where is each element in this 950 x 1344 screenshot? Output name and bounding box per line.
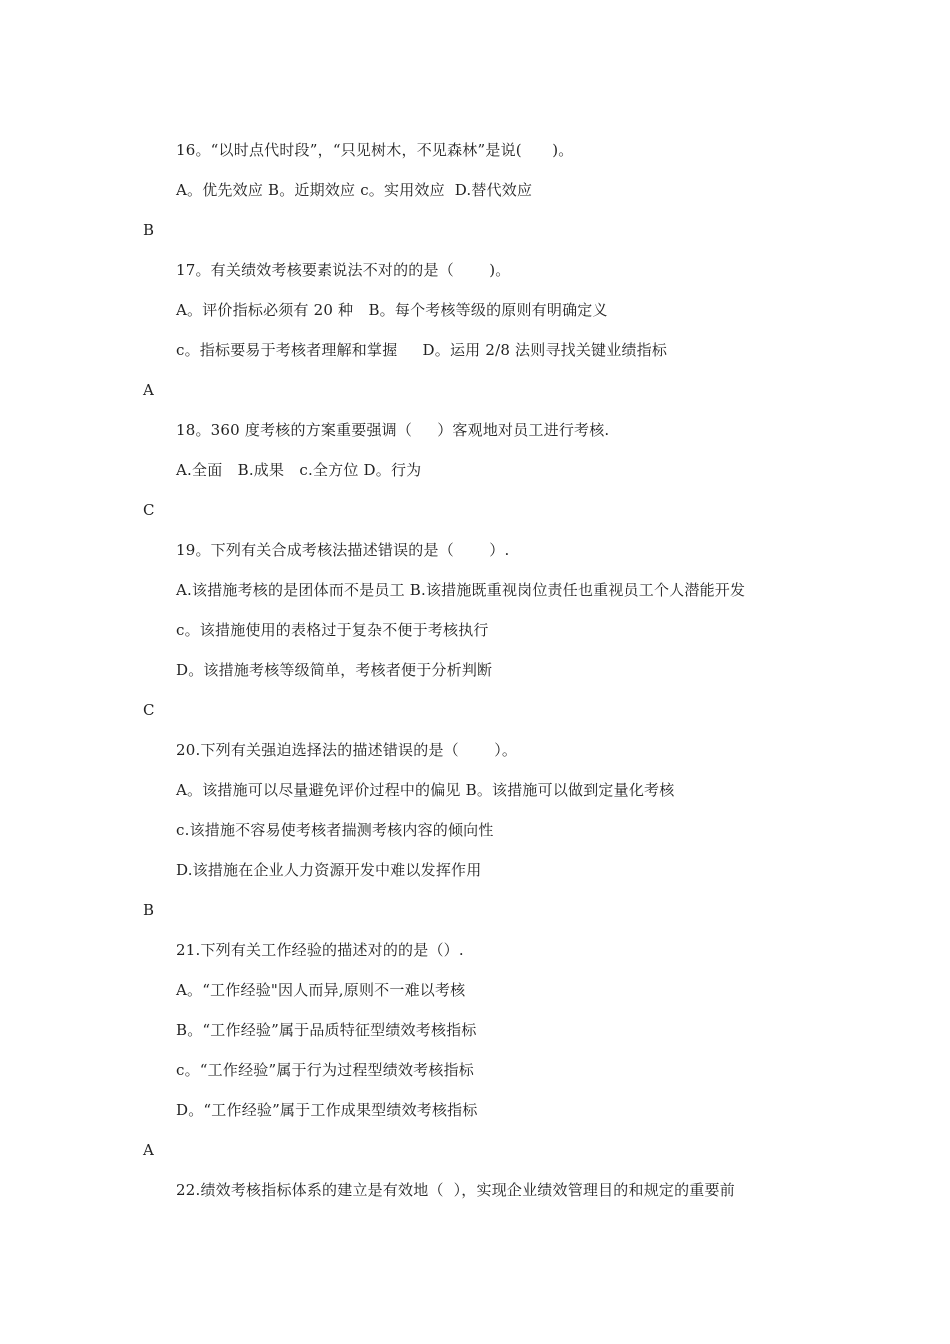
- question-20-options-ab: A。该措施可以尽量避免评价过程中的偏见 B。该措施可以做到定量化考核: [176, 781, 675, 799]
- question-18-answer: C: [143, 501, 155, 519]
- question-19-answer: C: [143, 701, 155, 719]
- question-19-options-ab: A.该措施考核的是团体而不是员工 B.该措施既重视岗位责任也重视员工个人潜能开发: [176, 581, 746, 599]
- question-19-option-c: c。该措施使用的表格过于复杂不便于考核执行: [176, 621, 489, 639]
- question-18-options: A.全面 B.成果 c.全方位 D。行为: [176, 461, 422, 479]
- question-21-answer: A: [143, 1141, 155, 1159]
- question-16-stem: 16。“以时点代时段”，“只见树木，不见森林”是说( )。: [176, 141, 574, 159]
- question-20-stem: 20.下列有关强迫选择法的描述错误的是（ ）。: [176, 741, 518, 759]
- question-21-option-c: c。“工作经验”属于行为过程型绩效考核指标: [176, 1061, 474, 1079]
- question-20-option-d: D.该措施在企业人力资源开发中难以发挥作用: [176, 861, 482, 879]
- question-17-stem: 17。有关绩效考核要素说法不对的的是（ )。: [176, 261, 511, 279]
- question-18-stem: 18。360 度考核的方案重要强调（ ）客观地对员工进行考核.: [176, 421, 610, 439]
- question-16-options: A。优先效应 B。近期效应 c。实用效应 D.替代效应: [176, 181, 533, 199]
- question-16-answer: B: [143, 221, 155, 239]
- question-21-stem: 21.下列有关工作经验的描述对的的是（）.: [176, 941, 464, 959]
- question-21-option-b: B。“工作经验”属于品质特征型绩效考核指标: [176, 1021, 477, 1039]
- question-19-stem: 19。下列有关合成考核法描述错误的是（ ）.: [176, 541, 510, 559]
- question-19-option-d: D。该措施考核等级简单，考核者便于分析判断: [176, 661, 493, 679]
- question-20-option-c: c.该措施不容易使考核者揣测考核内容的倾向性: [176, 821, 494, 839]
- question-17-options-cd: c。指标要易于考核者理解和掌握 D。运用 2/8 法则寻找关键业绩指标: [176, 341, 668, 359]
- question-20-answer: B: [143, 901, 155, 919]
- question-22-stem: 22.绩效考核指标体系的建立是有效地（ ），实现企业绩效管理目的和规定的重要前: [176, 1181, 735, 1199]
- question-21-option-d: D。“工作经验”属于工作成果型绩效考核指标: [176, 1101, 478, 1119]
- question-17-answer: A: [143, 381, 155, 399]
- question-17-options-ab: A。评价指标必须有 20 种 B。每个考核等级的原则有明确定义: [176, 301, 608, 319]
- question-21-option-a: A。“工作经验"因人而异,原则不一难以考核: [176, 981, 466, 999]
